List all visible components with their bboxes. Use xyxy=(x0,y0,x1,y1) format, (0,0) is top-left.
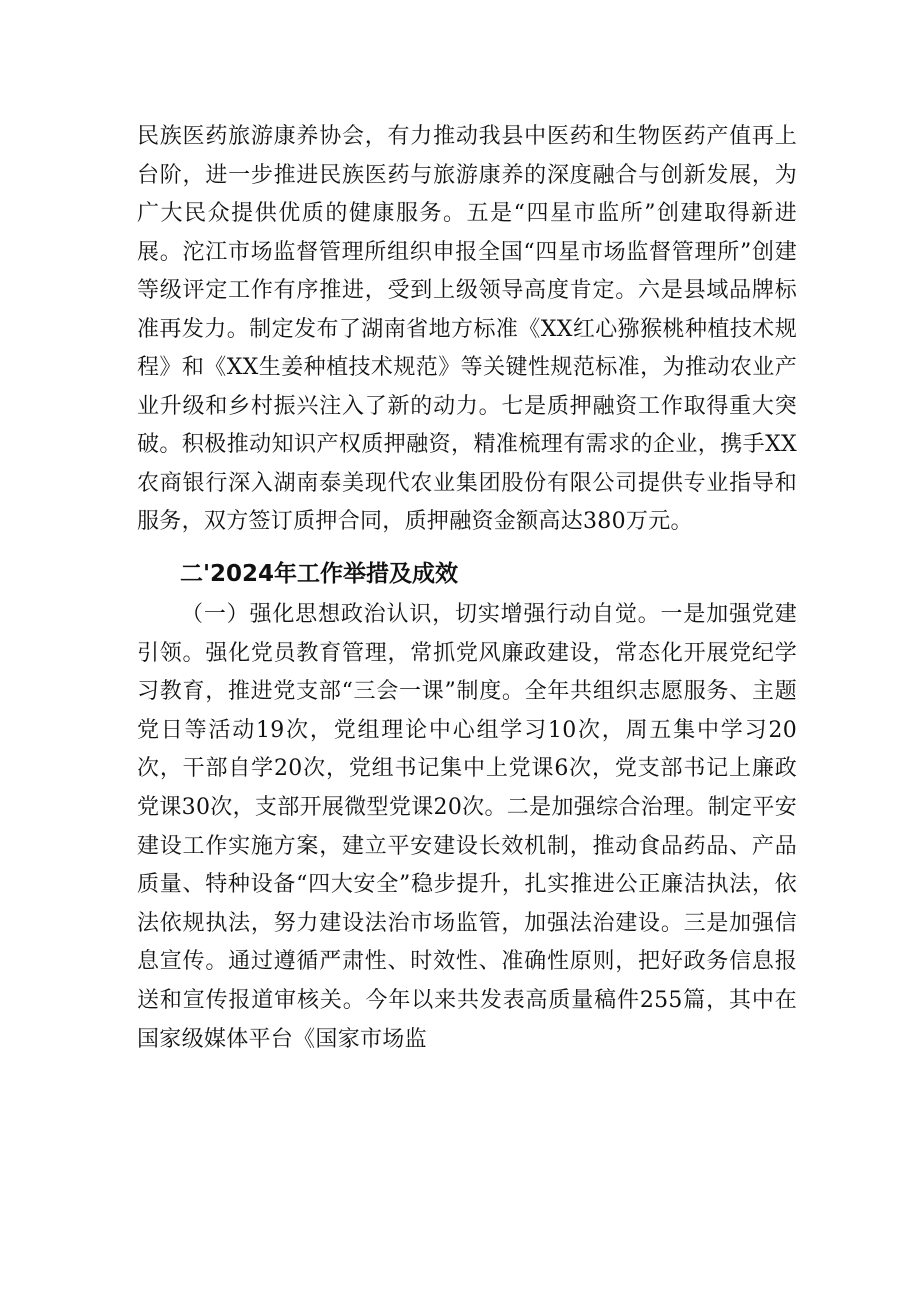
section-paragraph: （一）强化思想政治认识，切实增强行动自觉。一是加强党建引领。强化党员教育管理，常抓党风廉政建设，常态化开展党纪学习教育，推进党支部“三会一课”制度。全年共组织志愿服务、主题党日等活动19次，党组理论中心组学习10次，周五集中学习20次，干部自学20次，党组书记集中上党课6次，党支部书记上廉政党课30次，支部开展微型党课20次。二是加强综合治理。制定平安建设工作实施方案，建立平安建设长效机制，推动食品药品、产品质量、特种设备“四大安全”稳步提升，扎实推进公正廉洁执法，依法依规执法，努力建设法治市场监管，加强法治建设。三是加强信息宣传。通过遵循严肃性、时效性、准确性原则，把好政务信息报送和宣传报道审核关。今年以来共发表高质量稿件255篇，其中在国家级媒体平台《国家市场监 xyxy=(137,602,797,1052)
section-heading: 二'2024年工作举措及成效 xyxy=(180,561,459,587)
continued-paragraph: 民族医药旅游康养协会，有力推动我县中医药和生物医药产值再上台阶，进一步推进民族医药与旅游康养的深度融合与创新发展，为广大民众提供优质的健康服务。五是“四星市监所”创建取得新进展。沱江市场监督管理所组织申报全国“四星市场监督管理所”创建等级评定工作有序推进，受到上级领导高度肯定。六是县域品牌标准再发力。制定发布了湖南省地方标准《XX红心猕猴桃种植技术规程》和《XX生姜种植技术规范》等关键性规范标准，为推动农业产业升级和乡村振兴注入了新的动力。七是质押融资工作取得重大突破。积极推动知识产权质押融资，精准梳理有需求的企业，携手XX农商银行深入湖南泰美现代农业集团股份有限公司提供专业指导和服务，双方签订质押合同，质押融资金额高达380万元。 xyxy=(137,124,797,534)
